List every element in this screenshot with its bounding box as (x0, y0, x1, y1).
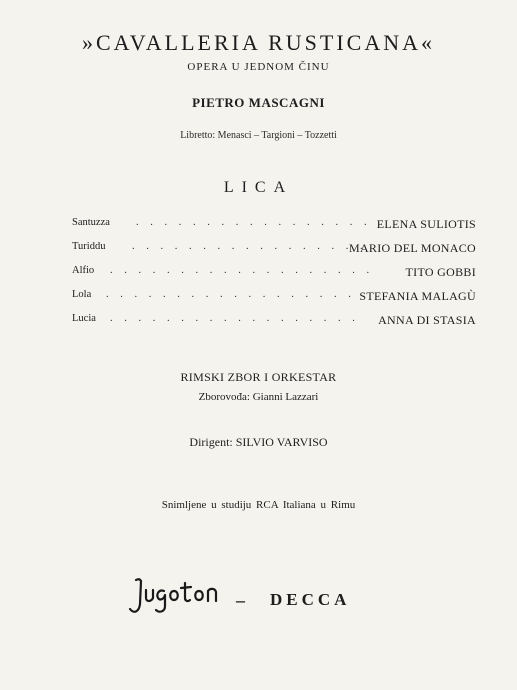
cast-singer: ANNA DI STASIA (378, 313, 476, 327)
cast-singer: TITO GOBBI (405, 265, 476, 279)
cast-leader-dots: . . . . . . . . . . . . . . . . . . (106, 289, 356, 300)
cast-role: Lola (72, 289, 92, 300)
cast-role: Santuzza (72, 217, 110, 228)
conductor: Dirigent: SILVIO VARVISO (189, 435, 328, 449)
cast-role: Alfio (72, 265, 95, 276)
cast-row (72, 265, 476, 289)
cast-leader-dots: . . . . . . . . . . . . . . . . . . . (110, 265, 374, 276)
label-logos (128, 570, 428, 630)
cast-row (72, 289, 476, 313)
cast-leader-dots: . . . . . . . . . . . . . . . . . . (110, 313, 360, 324)
composer-name: PIETRO MASCAGNI (192, 95, 325, 110)
libretto-credit: Libretto: Menasci – Targioni – Tozzetti (180, 130, 337, 141)
chorus-master: Zborovođa: Gianni Lazzari (198, 391, 319, 403)
decca-label: DECCA (270, 590, 351, 609)
cast-role: Turiddu (72, 241, 106, 252)
opera-title: »CAVALLERIA RUSTICANA« (81, 30, 436, 55)
cast-singer: ELENA SULIOTIS (376, 217, 476, 231)
cast-leader-dots: . . . . . . . . . . . . . . . . . (132, 241, 368, 252)
cast-heading: LICA (223, 179, 294, 196)
cast-singer: STEFANIA MALAGÙ (359, 289, 476, 303)
cast-role: Lucia (72, 313, 96, 324)
cast-singer: MARIO DEL MONACO (348, 241, 476, 255)
chorus-orchestra: RIMSKI ZBOR I ORKESTAR (180, 370, 337, 384)
recording-studio-note: Snimljene u studiju RCA Italiana u Rimu (161, 499, 356, 511)
label-separator: – (236, 590, 245, 610)
opera-subtitle: OPERA U JEDNOM ČINU (187, 61, 330, 73)
cast-row (72, 313, 476, 337)
cast-row (72, 217, 476, 241)
cast-list (72, 217, 476, 337)
jugoton-logo (128, 576, 226, 618)
cast-row (72, 241, 476, 265)
cast-leader-dots: . . . . . . . . . . . . . . . . . (136, 217, 372, 228)
